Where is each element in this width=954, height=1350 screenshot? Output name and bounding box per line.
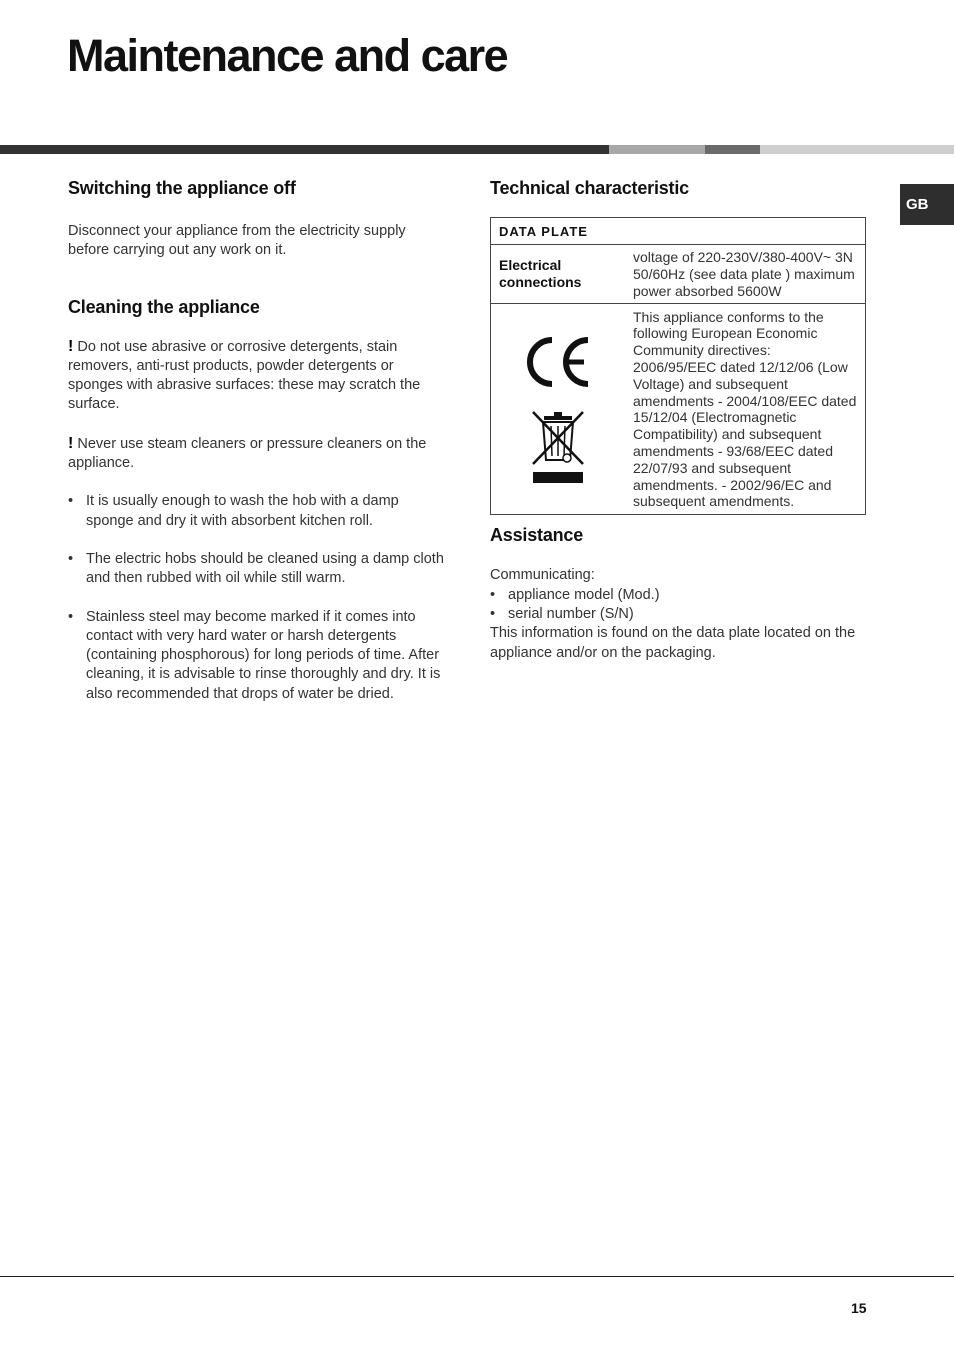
switching-off-text: Disconnect your appliance from the electricity supply before carrying out any work on it. (68, 223, 406, 259)
right-column (490, 178, 870, 663)
language-tab: GB (900, 184, 954, 225)
cleaning-warning-text: Do not use abrasive or corrosive detergents, stain removers, anti-rust products, powder detergents or sponges with abrasive surfaces: these may scratch the surface. (68, 338, 421, 413)
cleaning-warning (68, 434, 448, 474)
cleaning-warning-text: Never use steam cleaners or pressure cleaners on the appliance. (68, 435, 427, 472)
cleaning-heading: Cleaning the appliance (68, 296, 260, 317)
assistance-section (490, 525, 870, 662)
assistance-list (490, 586, 870, 625)
page-number: 15 (851, 1300, 867, 1316)
assistance-footer-text: This information is found on the data plate located on the appliance and/or on the packaging. (490, 625, 856, 661)
cleaning-tips-list (68, 492, 448, 704)
header-stripe-light-gray (609, 145, 705, 154)
weee-bin-icon (531, 410, 585, 486)
conformity-text: This appliance conforms to the following European Economic Community directives: 2006/95/EEC dated 12/12/06 (Low Voltage) and subsequent amendments - 2004/108/EEC dated 15/12/04 (Electromagnetic Compatibility) and subsequent amendments - 93/68/EEC dated 22/07/93 and subsequent amendments. - 2002/96/EC and subsequent amendments. (625, 304, 866, 515)
ce-mark-icon (524, 336, 592, 388)
switching-off-section (68, 178, 448, 261)
technical-heading: Technical characteristic (490, 178, 689, 198)
header-stripe-mid-gray (705, 145, 760, 154)
list-item: • It is usually enough to wash the hob with a damp sponge and dry it with absorbent kitchen roll. (68, 492, 448, 531)
data-plate-header: DATA PLATE (491, 218, 866, 245)
data-plate-table (490, 217, 866, 515)
assistance-intro: Communicating: (490, 567, 595, 584)
list-item: • The electric hobs should be cleaned using a damp cloth and then rubbed with oil while still warm. (68, 550, 448, 589)
footer-divider (0, 1276, 954, 1277)
page-title: Maintenance and care (67, 30, 508, 81)
header-stripe-pale-gray (760, 145, 954, 154)
electrical-connections-value: voltage of 220-230V/380-400V~ 3N 50/60Hz (see data plate ) maximum power absorbed 5600W (625, 245, 866, 304)
header-stripe-dark (0, 145, 609, 154)
switching-off-heading: Switching the appliance off (68, 178, 296, 198)
cleaning-warning (68, 337, 448, 415)
warning-icon: ! (68, 434, 74, 452)
left-column (68, 178, 448, 723)
electrical-connections-label: Electrical connections (491, 245, 626, 304)
warning-icon: ! (68, 337, 74, 355)
list-item: • Stainless steel may become marked if it comes into contact with very hard water or harsh detergents (containing phosphorous) for long periods of time. After cleaning, it is advisable to rinse thoroughly and dry. It is also recommended that drops of water be dried. (68, 608, 448, 704)
certification-icons-cell (491, 304, 626, 515)
assistance-heading: Assistance (490, 525, 584, 546)
list-item: • serial number (S/N) (490, 605, 870, 624)
cleaning-section (68, 297, 448, 704)
list-item: • appliance model (Mod.) (490, 586, 870, 605)
